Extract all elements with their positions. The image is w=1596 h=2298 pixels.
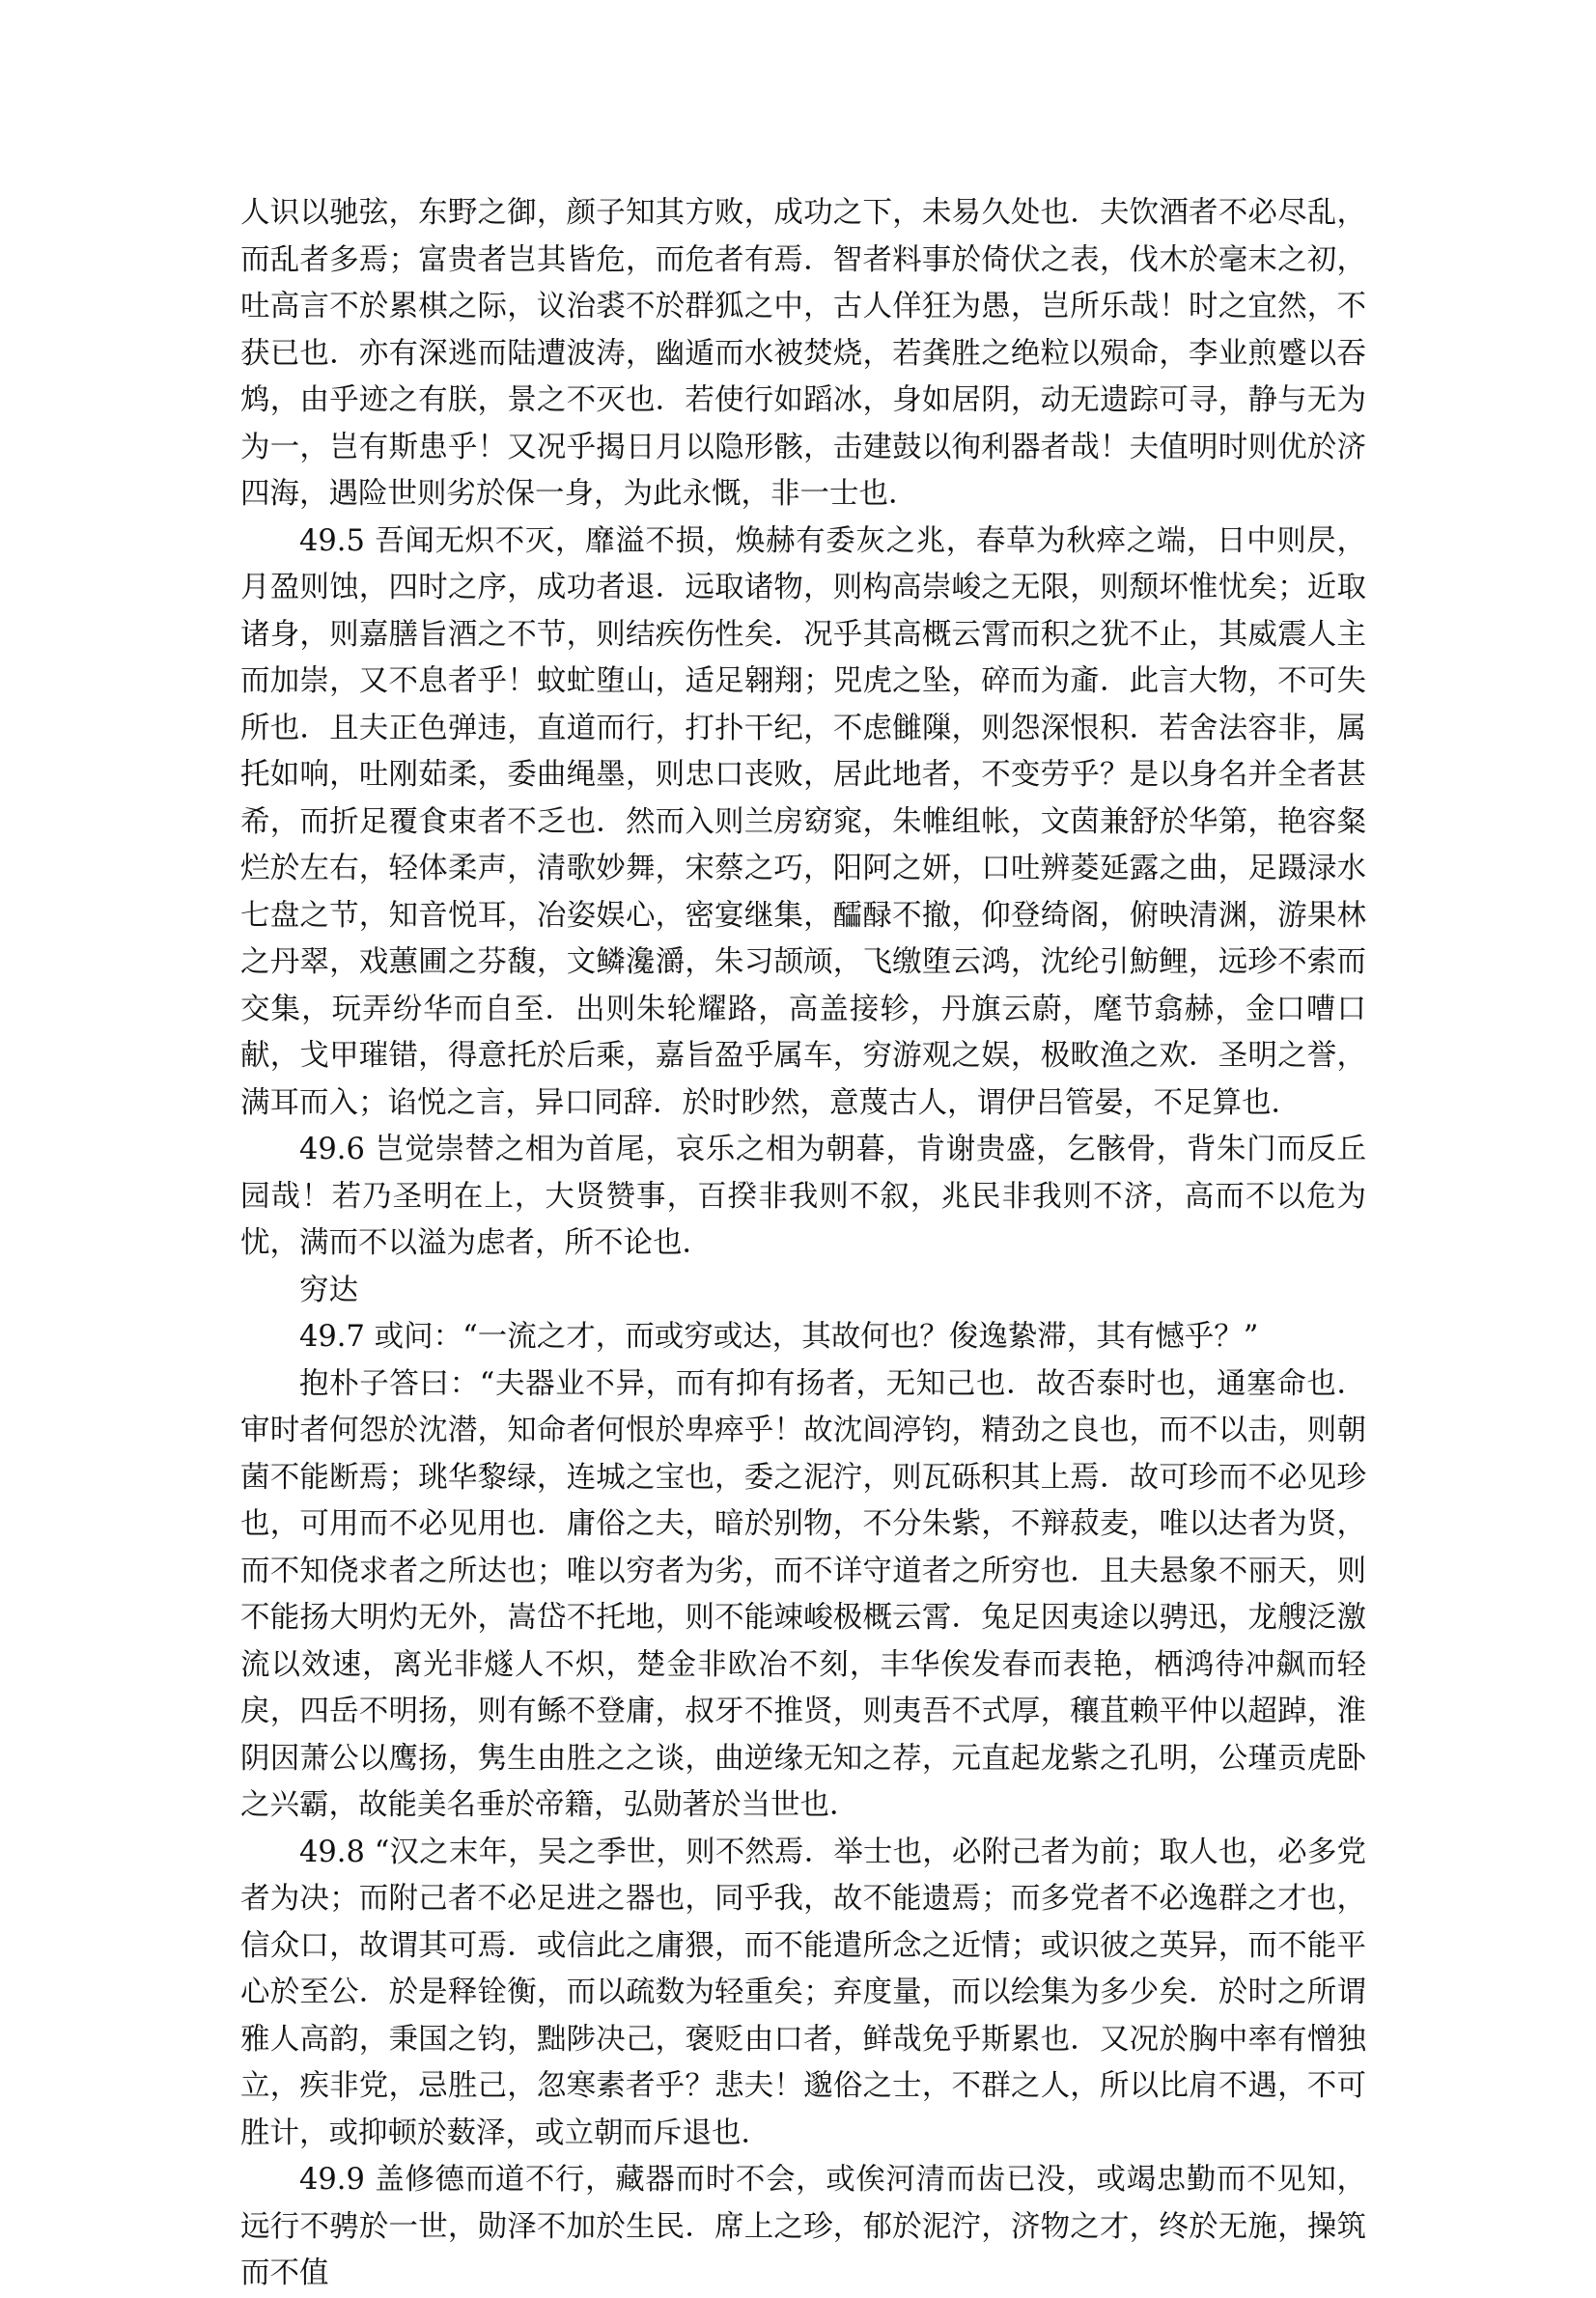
section-heading-qiongda: 穷达 <box>299 1273 358 1307</box>
paragraph-49-6: 49.6 岂觉崇替之相为首尾，哀乐之相为朝暮，肯谢贵盛，乞骸骨，背朱门而反丘园哉！若乃圣明在上，大贤赞事，百揆非我则不叙，兆民非我则不济，高而不以危为忧，满而不以溢为虑者，所不论也． <box>240 1133 1366 1260</box>
paragraph-continuation: 人识以驰弦，东野之御，颜子知其方败，成功之下，未易久处也．夫饮酒者不必尽乱，而乱者多焉；富贵者岂其皆危，而危者有焉．智者料事於倚伏之表，伐木於毫末之初，吐高言不於累棋之际，议治裘不於群狐之中，古人佯狂为愚，岂所乐哉！时之宜然，不获已也．亦有深逃而陆遭波涛，幽遁而水被焚烧，若龚胜之绝粒以殒命，李业煎蹙以吞鸩，由乎迹之有朕，景之不灭也．若使行如蹈冰，身如居阴，动无遗踪可寻，静与无为为一，岂有斯患乎！又况乎揭日月以隐形骸，击建鼓以徇利器者哉！夫值明时则优於济四海，遇险世则劣於保一身，为此永慨，非一士也． <box>240 196 1366 511</box>
paragraph-49-7: 49.7 或问：“一流之才，而或穷或达，其故何也？俊逸絷滞，其有憾乎？” <box>299 1320 1259 1354</box>
paragraph-49-5: 49.5 吾闻无炽不灭，靡溢不损，焕赫有委灰之兆，春草为秋瘁之端，日中则昃，月盈则蚀，四时之序，成功者退．远取诸物，则构高崇峻之无限，则颓坏惟忧矣；近取诸身，则嘉膳旨酒之不节，则结疾伤性矣．况乎其高概云霄而积之犹不止，其威震人主而加崇，又不息者乎！蚊虻堕山，适足翱翔；兕虎之坠，碎而为齑．此言大物，不可失所也．且夫正色弹违，直道而行，打扑干纪，不虑雠隟，则怨深恨积．若舍法容非，属托如响，吐刚茹柔，委曲绳墨，则忠口丧败，居此地者，不变劳乎？是以身名并全者甚希，而折足覆食束者不乏也．然而入则兰房窈窕，朱帷组帐，文茵兼舒於华第，艳容粲烂於左右，轻体柔声，清歌妙舞，宋蔡之巧，阳阿之妍，口吐辨菱延露之曲，足蹑渌水七盘之节，知音悦耳，冶姿娱心，密宴继集，醽醁不撤，仰登绮阁，俯映清渊，游果林之丹翠，戏蕙圃之芬馥，文鳞瀺灂，朱习颉颃，飞缴堕云鸿，沈纶引魴鲤，远珍不索而交集，玩弄纷华而自至．出则朱轮耀路，高盖接轸，丹旗云蔚，麾节翕赫，金口嘈口献，戈甲璀错，得意托於后乘，嘉旨盈乎属车，穷游观之娱，极畋渔之欢．圣明之誉，满耳而入；谄悦之言，异口同辞．於时眇然，意蔑古人，谓伊吕管晏，不足算也． <box>240 523 1366 1120</box>
document-page <box>240 190 1366 2298</box>
paragraph-49-8: 49.8 “汉之末年，吴之季世，则不然焉．举士也，必附己者为前；取人也，必多党者为决；而附己者不必足进之器也，同乎我，故不能遗焉；而多党者不必逸群之才也，信众口，故谓其可焉．或信此之庸猥，而不能遣所念之近情；或识彼之英异，而不能平心於至公．於是释铨衡，而以疏数为轻重矣；弃度量，而以绘集为多少矣．於时之所谓雅人高韵，秉国之钧，黜陟决己，褒贬由口者，鲜哉免乎斯累也．又况於胸中率有憎独立，疾非党，忌胜己，忽寒素者乎？悲夫！邈俗之士，不群之人，所以比肩不遇，不可胜计，或抑顿於薮泽，或立朝而斥退也． <box>240 1835 1366 2150</box>
paragraph-baopuzi-answer: 抱朴子答曰：“夫器业不异，而有抑有扬者，无知己也．故否泰时也，通塞命也．审时者何怨於沈潜，知命者何恨於卑瘁乎！故沈闾渟钧，精劲之良也，而不以击，则朝菌不能断焉；珧华黎绿，连城之宝也，委之泥泞，则瓦砾积其上焉．故可珍而不必见珍也，可用而不必见用也．庸俗之夫，暗於别物，不分朱紫，不辩菽麦，唯以达者为贤，而不知侥求者之所达也；唯以穷者为劣，而不详守道者之所穷也．且夫悬象不丽天，则不能扬大明灼无外，嵩岱不托地，则不能竦峻极概云霄．兔足因夷途以骋迅，龙艘泛激流以效速，离光非燧人不炽，楚金非欧冶不刻，丰华俟发春而表艳，栖鸿待冲飙而轻戾，四岳不明扬，则有鲧不登庸，叔牙不推贤，则夷吾不式厚，穰苴赖平仲以超踔，淮阴因萧公以鹰扬，隽生由胜之之谈，曲逆缘无知之荐，元直起龙紫之孔明，公瑾贡虎卧之兴霸，故能美名垂於帝籍，弘勋著於当世也． <box>240 1366 1366 1822</box>
paragraph-49-9: 49.9 盖修德而道不行，藏器而时不会，或俟河清而齿已没，或竭忠勤而不见知，远行不骋於一世，勋泽不加於生民．席上之珍，郁於泥泞，济物之才，终於无施，操筑而不值 <box>240 2163 1366 2290</box>
